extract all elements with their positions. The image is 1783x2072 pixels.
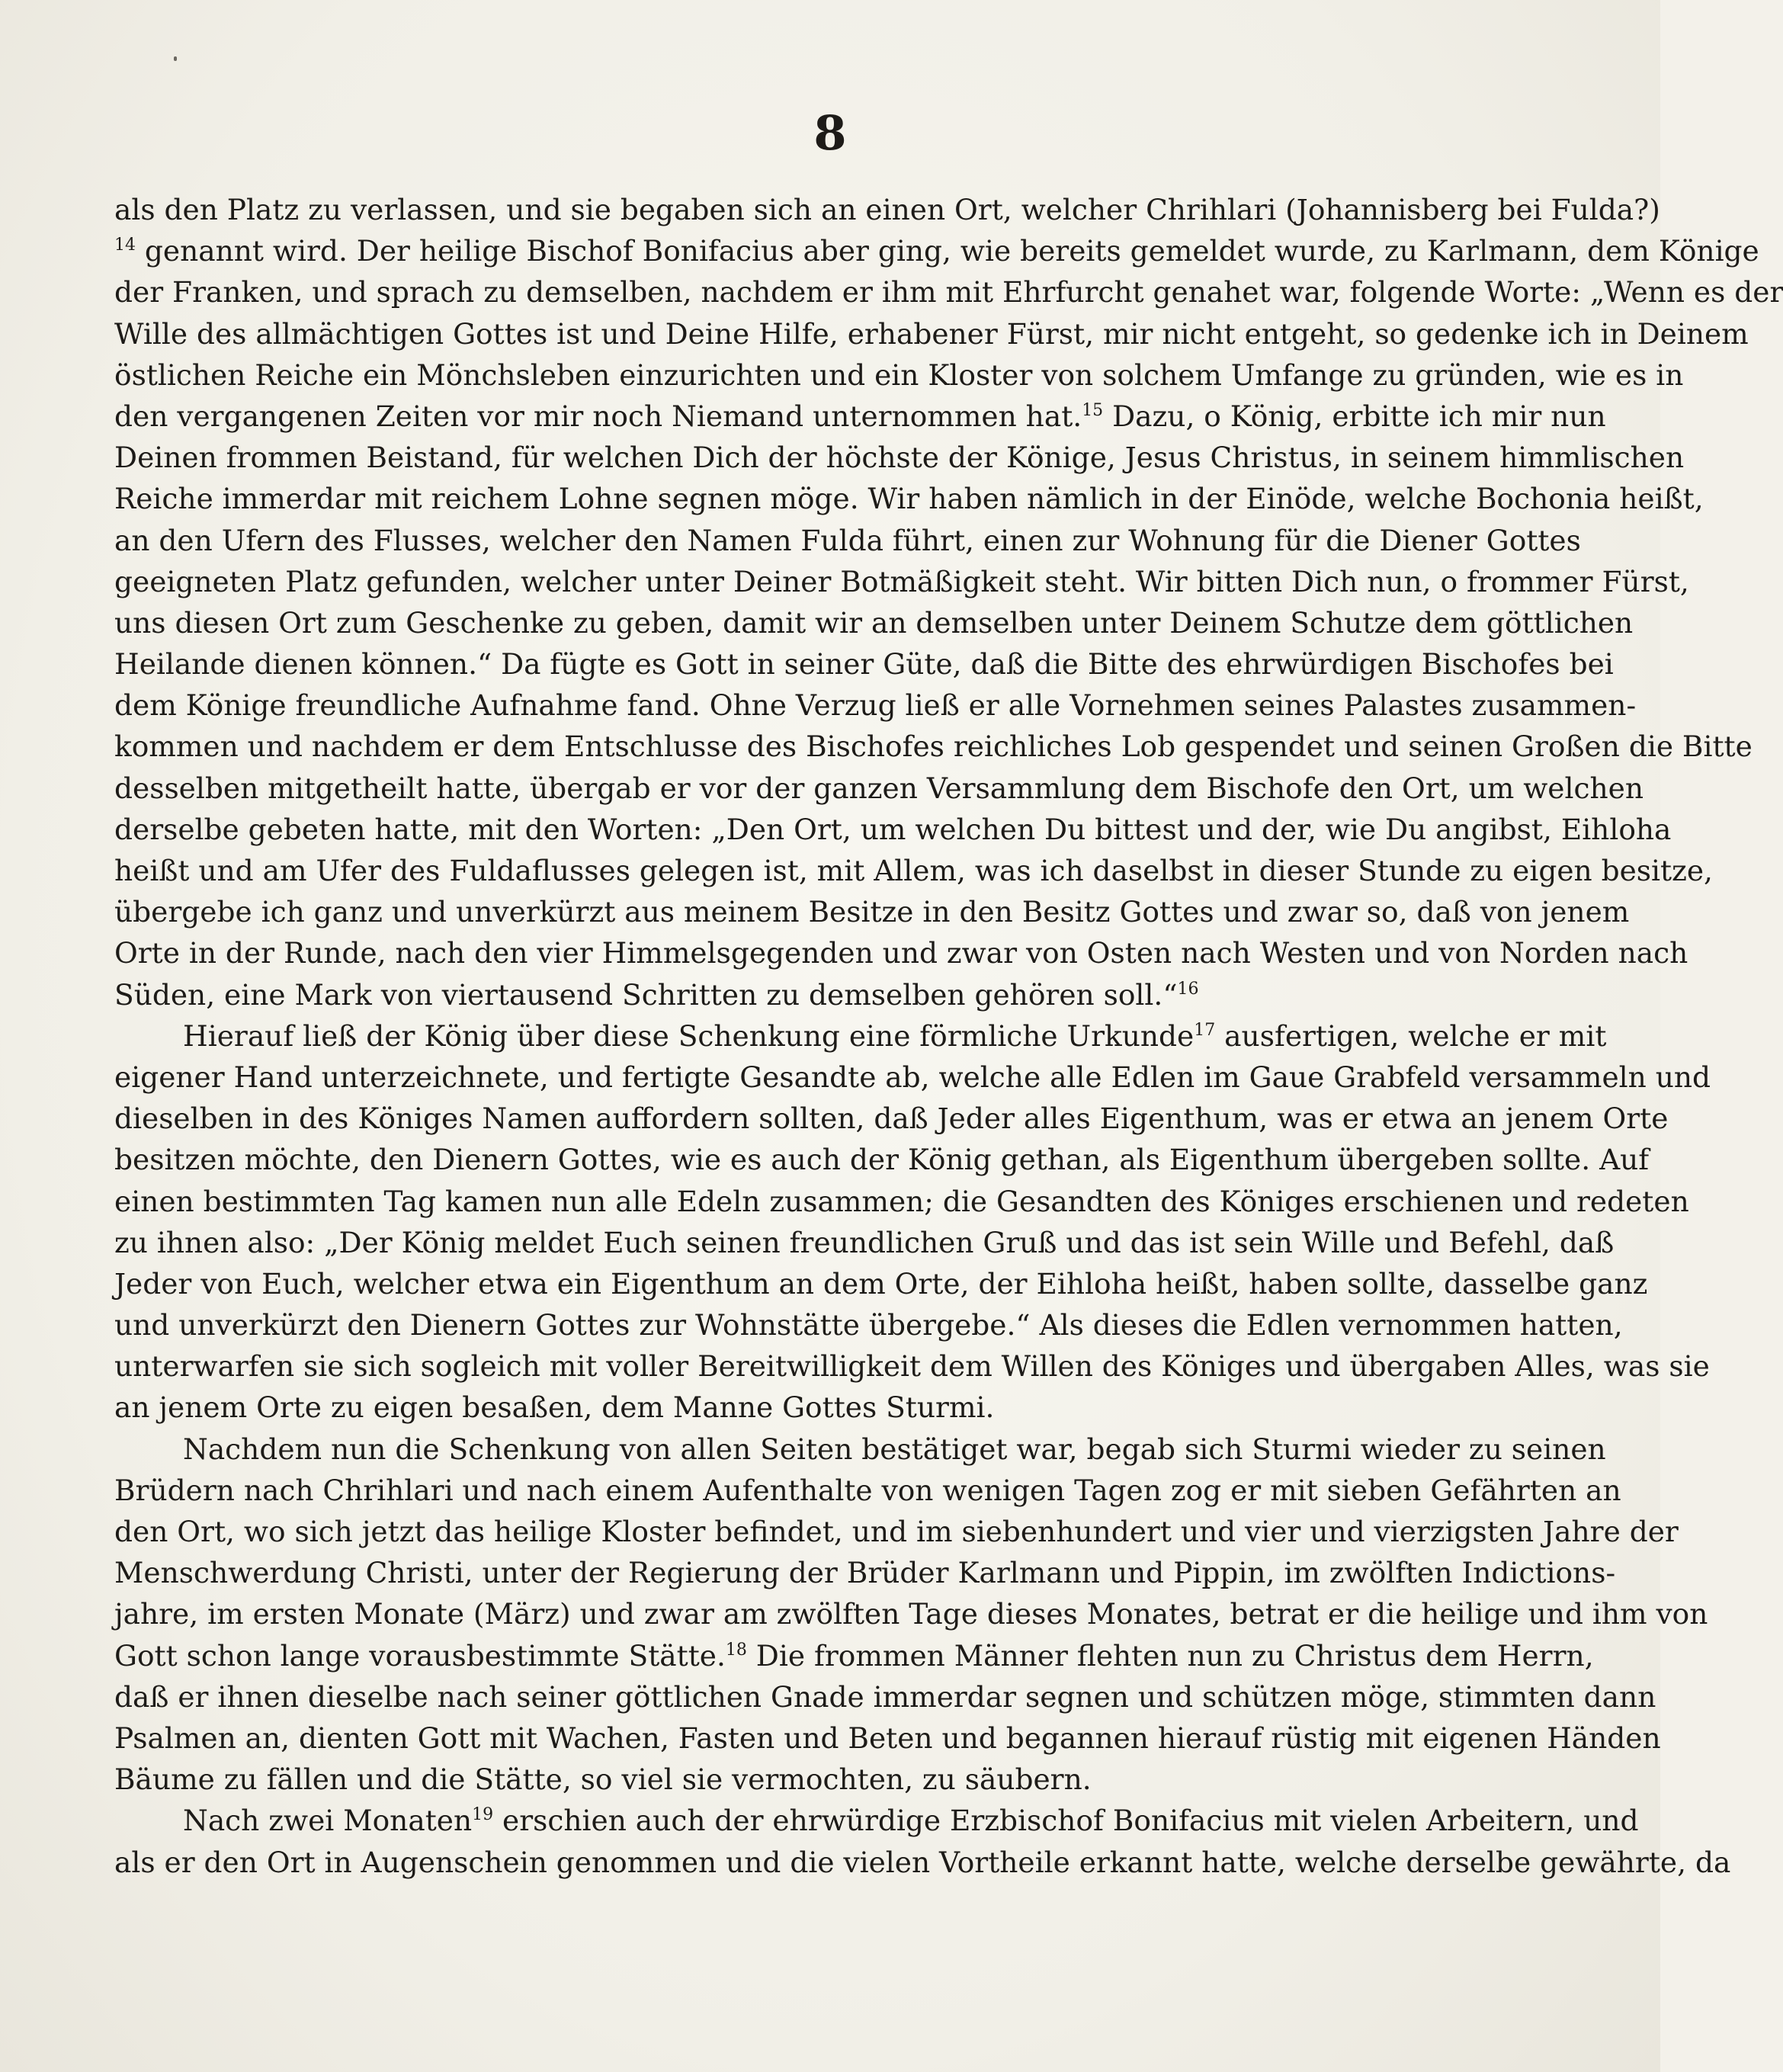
line-text: als den Platz zu verlassen, und sie begaben sich an einen Ort, welcher Chrihlari (Johannisberg bei Fulda?) [114,193,1660,226]
footnote-marker: 16 [1177,979,1199,999]
text-line [114,768,1644,809]
line-text: und unverkürzt den Dienern Gottes zur Wohnstätte übergebe.“ Als dieses die Edlen vernommen hatten, [114,1308,1623,1342]
text-line [114,1139,1650,1180]
line-text: dieselben in des Königes Namen auffordern sollten, daß Jeder alles Eigenthum, was er etwa an jenem Orte [114,1102,1669,1136]
text-line [114,561,1689,602]
line-text: derselbe gebeten hatte, mit den Worten: „Den Ort, um welchen Du bittest und der, wie Du angibst, Eihloha [114,812,1672,846]
line-text: jahre, im ersten Monate (März) und zwar am zwölften Tage dieses Monates, betrat er die heilige und ihm von [114,1597,1708,1631]
text-line [114,1759,1563,1800]
line-text: übergebe ich ganz und unverkürzt aus meinem Besitze in den Besitz Gottes und zwar so, daß von jenem [114,895,1630,929]
line-text: unterwarfen sie sich sogleich mit voller Bereitwilligkeit dem Willen des Königes und übergaben Alles, was sie [114,1349,1710,1384]
footnote-marker: 18 [725,1640,747,1660]
text-line [114,478,1704,519]
text-line [114,602,1634,643]
text-line [114,189,1660,230]
text-line [114,1800,1639,1841]
text-line [114,271,1783,313]
line-text: Gott schon lange vorausbestimmte Stätte. [114,1638,726,1673]
text-line [114,891,1630,932]
line-text-continued: genannt wird. Der heilige Bischof Bonifacius aber ging, wie bereits gemeldet wurde, zu Karlmann, dem Könige [136,234,1759,268]
line-text: Psalmen an, dienten Gott mit Wachen, Fasten und Beten und begannen hierauf rüstig mit eigenen Händen [114,1721,1661,1755]
line-text: eigener Hand unterzeichnete, und fertigte Gesandte ab, welche alle Edlen im Gaue Grabfeld versammeln und [114,1060,1711,1094]
line-text-continued: erschien auch der ehrwürdige Erzbischof Bonifacius mit vielen Arbeitern, und [493,1804,1639,1838]
text-line [114,1346,1710,1387]
line-text: an jenem Orte zu eigen besaßen, dem Manne Gottes Sturmi. [114,1390,995,1425]
line-text: Nachdem nun die Schenkung von allen Seiten bestätiget war, begab sich Sturmi wieder zu seinen [183,1432,1606,1466]
line-text: der Franken, und sprach zu demselben, nachdem er ihm mit Ehrfurcht genahet war, folgende Worte: „Wenn es der [114,275,1783,310]
text-line [114,1511,1679,1552]
line-text: Orte in der Runde, nach den vier Himmelsgegenden und zwar von Osten nach Westen und von Norden nach [114,936,1688,970]
line-text: uns diesen Ort zum Geschenke zu geben, damit wir an demselben unter Deinem Schutze dem göttlichen [114,605,1634,640]
text-line [114,1718,1661,1759]
ink-speck [174,56,177,61]
line-text: Reiche immerdar mit reichem Lohne segnen möge. Wir haben nämlich in der Einöde, welche Bochonia heißt, [114,482,1704,516]
text-line [114,437,1685,478]
line-text: Brüdern nach Chrihlari und nach einem Aufenthalte von wenigen Tagen zog er mit sieben Gefährten an [114,1473,1621,1507]
line-text: kommen und nachdem er dem Entschlusse des Bischofes reichliches Lob gespendet und seinen Großen die Bitte [114,730,1753,764]
line-text: östlichen Reiche ein Mönchsleben einzurichten und ein Kloster von solchem Umfange zu gründen, wie es in [114,358,1684,392]
text-line [114,1015,1607,1057]
text-line [114,1593,1708,1634]
text-line [114,1842,1731,1883]
text-line [114,974,1563,1015]
footnote-marker: 15 [1082,400,1104,420]
footnote-marker: 17 [1194,1020,1216,1040]
line-text: Jeder von Euch, welcher etwa ein Eigenthum an dem Orte, der Eihloha heißt, haben sollte, dasselbe ganz [114,1266,1648,1301]
line-text: Süden, eine Mark von viertausend Schritten zu demselben gehören soll.“ [114,977,1178,1012]
line-text: Menschwerdung Christi, unter der Regierung der Brüder Karlmann und Pippin, im zwölften Indictions- [114,1556,1616,1590]
line-text-continued: Die frommen Männer flehten nun zu Christus dem Herrn, [746,1638,1594,1673]
line-text: zu ihnen also: „Der König meldet Euch seinen freundlichen Gruß und das ist sein Wille und Befehl, daß [114,1225,1615,1259]
line-text: Deinen frommen Beistand, für welchen Dich der höchste der Könige, Jesus Christus, in seinem himmlischen [114,441,1685,475]
text-line [114,809,1672,850]
text-line [114,1635,1594,1676]
line-text: dem Könige freundliche Aufnahme fand. Ohne Verzug ließ er alle Vornehmen seines Palastes zusammen- [114,688,1637,723]
footnote-marker: 14 [114,236,136,255]
line-text: den vergangenen Zeiten vor mir noch Niemand unternommen hat. [114,399,1082,433]
text-line [114,354,1684,396]
text-line [114,1263,1648,1304]
text-line [114,643,1614,685]
text-line [114,230,1759,271]
text-line [114,520,1581,561]
line-text: heißt und am Ufer des Fuldaflusses gelegen ist, mit Allem, was ich daselbst in dieser Stunde zu eigen besitze, [114,854,1713,887]
footnote-marker: 19 [472,1805,494,1825]
text-line [114,1181,1689,1222]
text-line [114,1098,1669,1139]
line-text: Bäume zu fällen und die Stätte, so viel sie vermochten, zu säubern. [114,1762,1092,1797]
text-line [114,1552,1616,1593]
text-line [114,1057,1711,1098]
line-text: Hierauf ließ der König über diese Schenkung eine förmliche Urkunde [183,1018,1195,1053]
text-line [114,1222,1615,1263]
text-line [114,1304,1623,1346]
line-text-continued: ausfertigen, welche er mit [1215,1018,1607,1053]
line-text: einen bestimmten Tag kamen nun alle Edeln zusammen; die Gesandten des Königes erschienen und redeten [114,1184,1689,1218]
line-text: Nach zwei Monaten [183,1804,473,1838]
text-line [114,1429,1606,1470]
text-line [114,1676,1656,1718]
line-text: desselben mitgetheilt hatte, übergab er vor der ganzen Versammlung dem Bischofe den Ort, um welchen [114,771,1644,805]
text-line [114,396,1606,437]
line-text: daß er ihnen dieselbe nach seiner göttlichen Gnade immerdar segnen und schützen möge, stimmten dann [114,1679,1656,1714]
line-text: geeigneten Platz gefunden, welcher unter Deiner Botmäßigkeit steht. Wir bitten Dich nun, o frommer Fürst, [114,564,1689,598]
body-text [114,189,1783,1883]
line-text: den Ort, wo sich jetzt das heilige Kloster befindet, und im siebenhundert und vier und vierzigsten Jahre der [114,1515,1679,1548]
text-line [114,1387,1563,1428]
text-line [114,850,1713,891]
text-line [114,685,1637,726]
text-line [114,726,1753,767]
line-text: an den Ufern des Flusses, welcher den Namen Fulda führt, einen zur Wohnung für die Diener Gottes [114,523,1581,557]
line-text: besitzen möchte, den Dienern Gottes, wie es auch der König gethan, als Eigenthum übergeben sollte. Auf [114,1143,1650,1177]
text-line [114,1470,1621,1511]
text-line [114,313,1749,354]
line-text-continued: Dazu, o König, erbitte ich mir nun [1103,399,1606,433]
line-text: Wille des allmächtigen Gottes ist und Deine Hilfe, erhabener Fürst, mir nicht entgeht, so gedenke ich in Deinem [114,316,1749,351]
text-line [114,932,1688,973]
page-number: 8 [813,105,847,161]
line-text: als er den Ort in Augenschein genommen und die vielen Vortheile erkannt hatte, welche derselbe gewährte, da [114,1845,1731,1879]
line-text: Heilande dienen können.“ Da fügte es Gott in seiner Güte, daß die Bitte des ehrwürdigen Bischofes bei [114,647,1614,682]
